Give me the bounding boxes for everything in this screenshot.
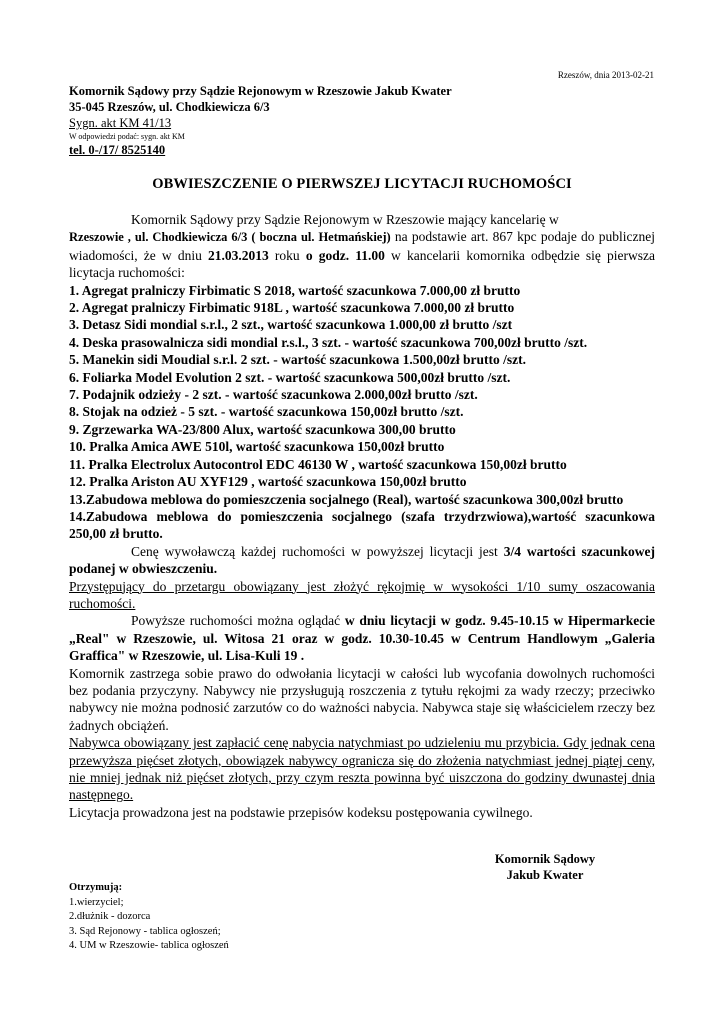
viewing-bold: w dniu licytacji w godz. 9.45-10.15 w Hipermarkecie „Real" w Rzeszowie, ul. Witosa 21 oraz w godz. 10.30-10.45 w Centrum Handlowym „Galeria Graffica" w Rzeszowie, ul. Lisa-Kuli 19 . — [69, 613, 656, 664]
auction-items-list — [69, 282, 655, 543]
signature-block — [470, 851, 620, 883]
auction-item: 9. Zgrzewarka WA-23/800 Alux, wartość szacunkowa 300,00 brutto — [69, 421, 456, 437]
header-office-name: Komornik Sądowy przy Sądzie Rejonowym w Rzeszowie Jakub Kwater — [69, 84, 452, 98]
auction-item: 13.Zabudowa meblowa do pomieszczenia socjalnego (Real), wartość szacunkowa 300,00zł brutto — [69, 491, 624, 507]
price-bold: 3/4 wartości szacunkowej podanej w obwieszczeniu. — [69, 543, 655, 577]
intro-hour: o godz. 11.00 — [305, 247, 385, 263]
bailiff-header — [69, 83, 669, 158]
header-address: 35-045 Rzeszów, ul. Chodkiewicza 6/3 — [69, 100, 270, 114]
signature-title: Komornik Sądowy — [494, 852, 596, 866]
auction-item: 11. Pralka Electrolux Autocontrol EDC 46130 W , wartość szacunkowa 150,00zł brutto — [69, 456, 567, 472]
intro-address: Rzeszowie , ul. Chodkiewicza 6/3 ( boczna ul. Hetmańskiej) — [69, 230, 391, 245]
auction-item: 4. Deska prasowalnicza sidi mondial r.s.l., 3 szt. - wartość szacunkowa 700,00zł brutto /szt. — [69, 334, 588, 350]
intro-text-4: w kancelarii komornika odbędzie się pierwsza licytacja ruchomości: — [69, 247, 655, 281]
recipient-item: 1.wierzyciel; — [69, 896, 124, 908]
header-case-number: Sygn. akt KM 41/13 — [69, 116, 172, 130]
auction-item: 8. Stojak na odzież - 5 szt. - wartość szacunkowa 150,00zł brutto /szt. — [69, 404, 464, 420]
recipient-item: 2.dłużnik - dozorca — [69, 911, 151, 922]
auction-item: 10. Pralka Amica AWE 510l, wartość szacunkowa 150,00zł brutto — [69, 439, 445, 455]
auction-item: 12. Pralka Ariston AU XYF129 , wartość szacunkowa 150,00zł brutto — [69, 474, 467, 490]
legal-basis-paragraph: Licytacja prowadzona jest na podstawie przepisów kodeksu postępowania cywilnego. — [69, 804, 533, 820]
header-phone: tel. 0-/17/ 8525140 — [69, 143, 166, 157]
recipients-block — [69, 881, 229, 954]
auction-item: 14.Zabudowa meblowa do pomieszczenia socjalnego (szafa trzydrzwiowa),wartość szacunkowa 250,00 zł brutto. — [69, 508, 655, 542]
intro-date: 21.03.2013 — [207, 247, 269, 263]
header-reply-note: W odpowiedzi podać: sygn. akt KM — [69, 132, 185, 141]
recipient-item: 4. UM w Rzeszowie- tablica ogłoszeń — [69, 940, 229, 951]
auction-item: 5. Manekin sidi Moudial s.r.l. 2 szt. - wartość szacunkowa 1.500,00zł brutto /szt. — [69, 352, 527, 368]
intro-text-2: na podstawie art. 867 kpc podaje do publicznej wiadomości, że w dniu — [69, 229, 655, 263]
document-body — [69, 211, 655, 821]
viewing-text: Powyższe ruchomości można oglądać — [131, 613, 345, 629]
document-date: Rzeszów, dnia 2013-02-21 — [557, 70, 654, 80]
auction-item: 6. Foliarka Model Evolution 2 szt. - wartość szacunkowa 500,00zł brutto /szt. — [69, 369, 511, 385]
intro-paragraph — [69, 211, 655, 282]
deposit-paragraph: Przystępujący do przetargu obowiązany jest złożyć rękojmię w wysokości 1/10 sumy oszacowania ruchomości. — [69, 578, 655, 611]
viewing-paragraph — [69, 612, 655, 664]
auction-item: 7. Podajnik odzieży - 2 szt. - wartość szacunkowa 2.000,00zł brutto /szt. — [69, 387, 478, 403]
auction-item: 3. Detasz Sidi mondial s.r.l., 2 szt., wartość szacunkowa 1.000,00 zł brutto /szt — [69, 317, 513, 333]
payment-paragraph: Nabywca obowiązany jest zapłacić cenę nabycia natychmiast po udzieleniu mu przybicia. Gdy jednak cena przewyższa pięćset złotych, obowiązek nabywcy ogranicza się do złożenia natychmiast jednej piątej ceny, nie mniej jednak niż pięćset złotych, przy czym reszta powinna być uiszczona do godziny dwunastej dnia następnego. — [69, 735, 655, 803]
price-text: Cenę wywoławczą każdej ruchomości w powyższej licytacji jest — [131, 543, 504, 559]
recipient-item: 3. Sąd Rejonowy - tablica ogłoszeń; — [69, 925, 221, 937]
price-paragraph — [69, 543, 655, 578]
signature-name: Jakub Kwater — [506, 868, 584, 882]
auction-item: 1. Agregat pralniczy Firbimatic S 2018, wartość szacunkowa 7.000,00 zł brutto — [69, 282, 521, 298]
auction-item: 2. Agregat pralniczy Firbimatic 918L , wartość szacunkowa 7.000,00 zł brutto — [69, 300, 515, 316]
document-title: OBWIESZCZENIE O PIERWSZEJ LICYTACJI RUCHOMOŚCI — [152, 176, 572, 192]
intro-text-3: roku — [268, 247, 306, 263]
intro-text-1: Komornik Sądowy przy Sądzie Rejonowym w Rzeszowie mający kancelarię w — [131, 212, 559, 227]
reserve-paragraph: Komornik zastrzega sobie prawo do odwołania licytacji w całości lub wycofania dowolnych ruchomości bez podania przyczyny. Nabywcy nie przysługują roszczenia z tytułu rękojmi za wady rzeczy; przeciwko nabywcy nie można podnosić zarzutów co do ważności nabycia. Nabywca staje się właścicielem rzeczy bez żadnych obciążeń. — [69, 665, 655, 733]
recipients-heading: Otrzymują: — [69, 882, 123, 893]
